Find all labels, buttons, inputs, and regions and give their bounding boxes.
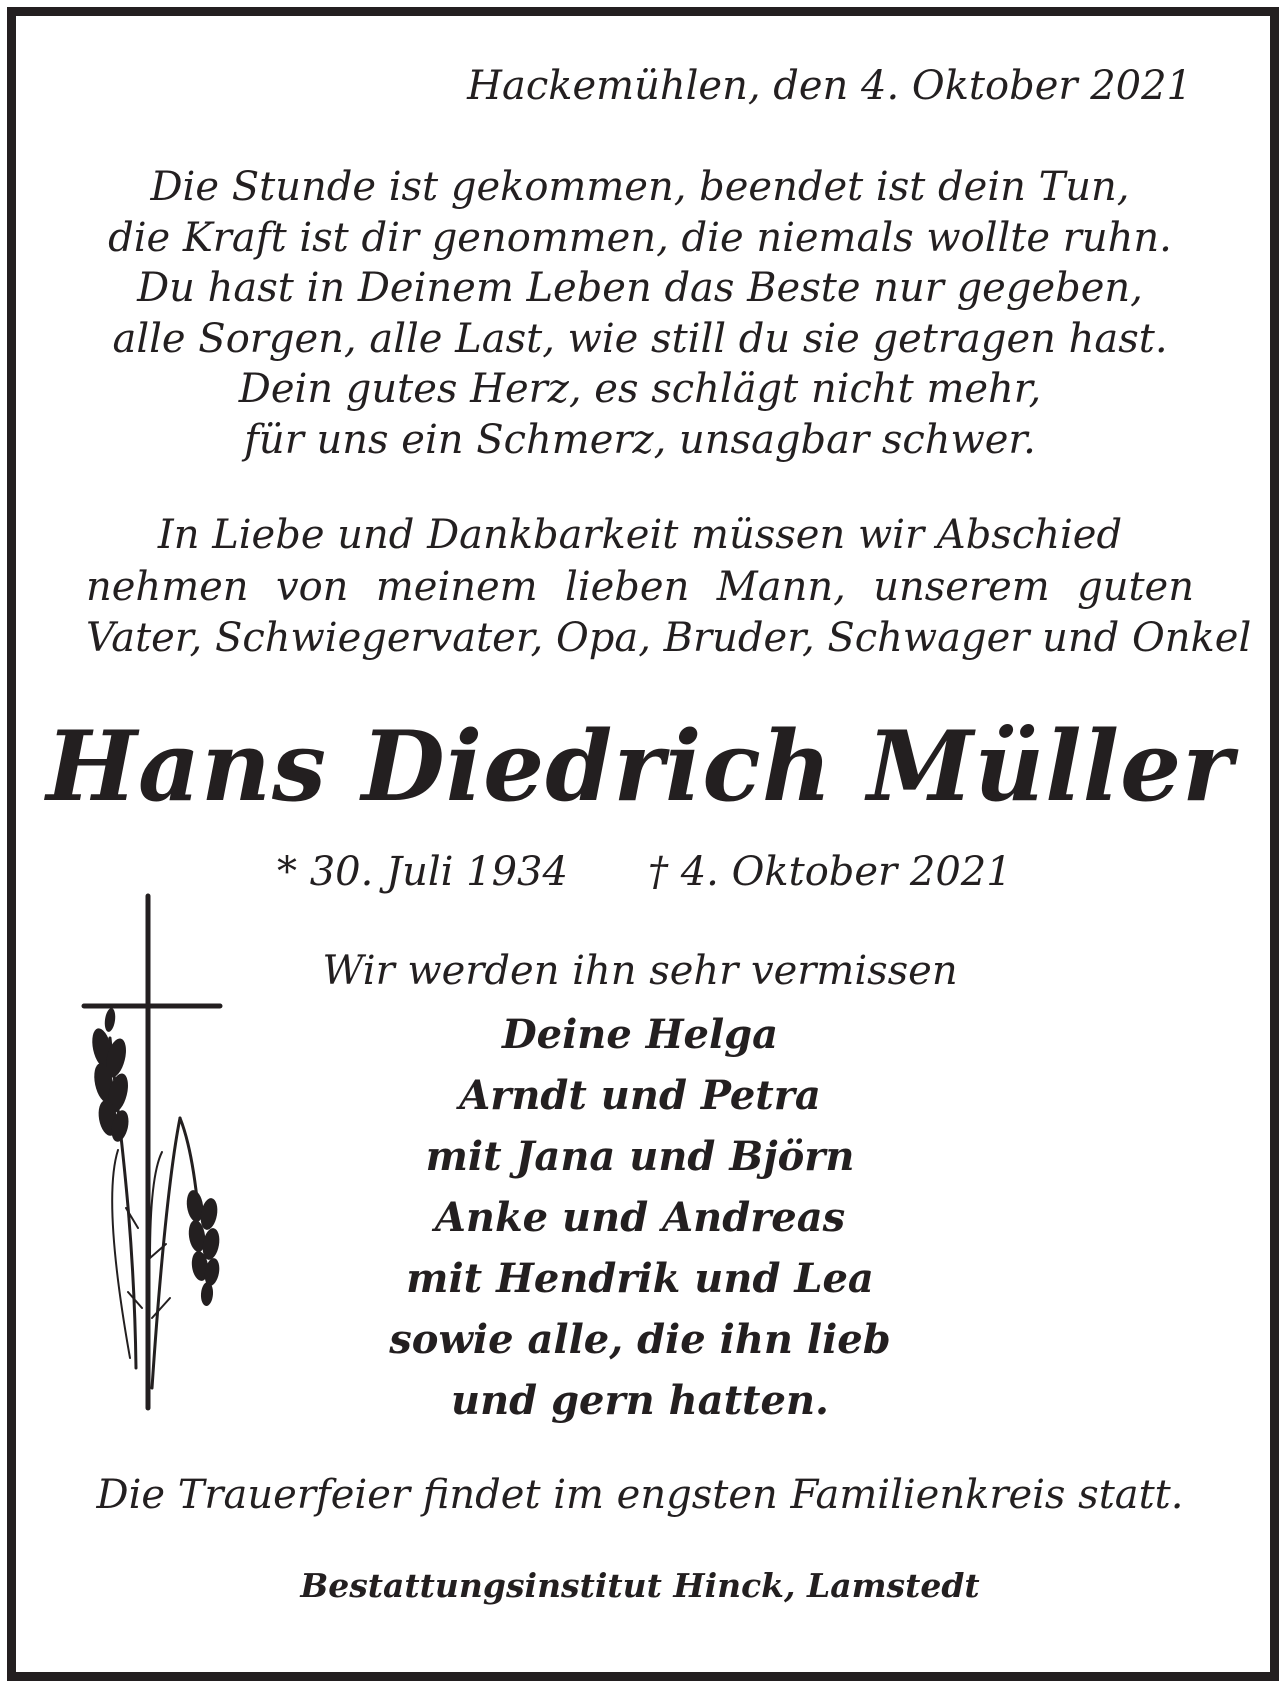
poem — [80, 162, 1200, 465]
poem-line: Dein gutes Herz, es schlägt nicht mehr, — [238, 366, 1042, 412]
poem-line: für uns ein Schmerz, unsagbar schwer. — [244, 416, 1036, 463]
family-line: Anke und Andreas — [434, 1194, 846, 1241]
deceased-name: Hans Diedrich Müller — [46, 710, 1234, 823]
family-line: und gern hatten. — [451, 1377, 829, 1424]
poem-line: Du hast in Deinem Leben das Beste nur gegeben, — [137, 265, 1143, 311]
poem-line: Die Stunde ist gekommen, beendet ist dein Tun, — [150, 164, 1130, 210]
death-date: † 4. Oktober 2021 — [648, 849, 1012, 895]
poem-line: die Kraft ist dir genommen, die niemals wollte ruhn. — [108, 214, 1172, 261]
intro-line: nehmen von meinem lieben Mann, unserem guten — [86, 563, 1194, 610]
ceremony-note: Die Trauerfeier findet im engsten Familienkreis statt. — [96, 1472, 1184, 1518]
family-line: mit Hendrik und Lea — [406, 1255, 874, 1302]
family-line: Arndt und Petra — [459, 1072, 821, 1119]
birth-date: * 30. Juli 1934 — [277, 849, 568, 895]
intro-line: Vater, Schwiegervater, Opa, Bruder, Schwager und Onkel — [86, 615, 1252, 661]
undertaker: Bestattungsinstitut Hinck, Lamstedt — [300, 1566, 980, 1605]
family-line: Deine Helga — [501, 1011, 779, 1058]
family-line: mit Jana und Björn — [425, 1133, 855, 1180]
poem-line: alle Sorgen, alle Last, wie still du sie getragen hast. — [112, 315, 1168, 362]
family-line: sowie alle, die ihn lieb — [389, 1316, 891, 1363]
miss-text: Wir werden ihn sehr vermissen — [322, 948, 958, 994]
place-date: Hackemühlen, den 4. Oktober 2021 — [467, 63, 1192, 109]
family-signatures — [240, 1004, 1040, 1431]
cross-with-wheat-icon — [70, 888, 240, 1418]
farewell-intro — [86, 510, 1252, 665]
intro-line: In Liebe und Dankbarkeit müssen wir Abschied — [157, 512, 1123, 558]
